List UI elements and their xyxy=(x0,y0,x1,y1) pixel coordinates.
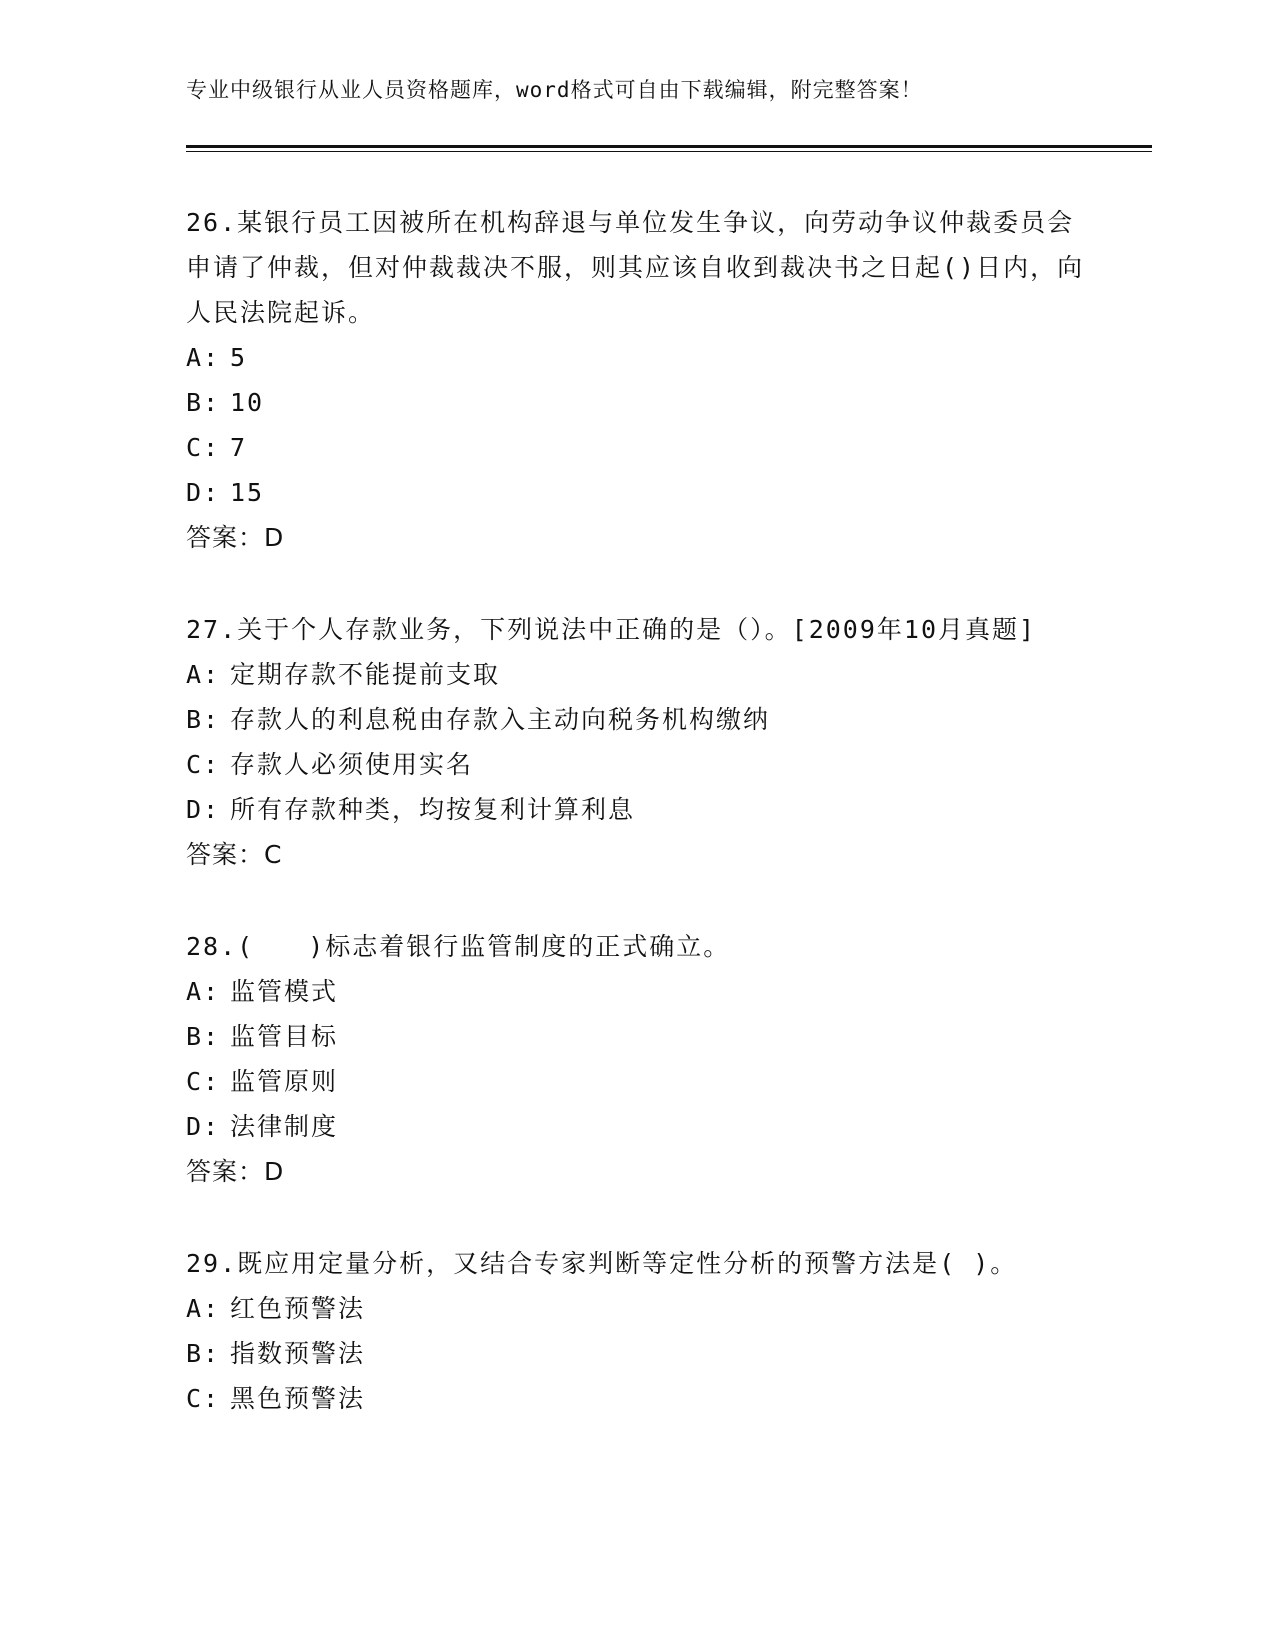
question-stem: 29.既应用定量分析，又结合专家判断等定性分析的预警方法是( )。 xyxy=(186,1249,1018,1278)
option-label: A: xyxy=(186,343,221,372)
option-label: A: xyxy=(186,660,221,689)
header-rule-thin xyxy=(186,151,1152,152)
option-text: 15 xyxy=(230,478,265,507)
option-text: 定期存款不能提前支取 xyxy=(230,660,501,689)
option-c xyxy=(186,742,1086,787)
option-a xyxy=(186,652,1086,697)
option-text: 7 xyxy=(230,433,248,462)
answer-line: 答案：C xyxy=(186,840,283,869)
option-label: B: xyxy=(186,388,221,417)
option-c xyxy=(186,425,1086,470)
option-label: C: xyxy=(186,433,221,462)
option-label: B: xyxy=(186,1339,221,1368)
page-header: 专业中级银行从业人员资格题库，word格式可自由下载编辑，附完整答案！ xyxy=(186,78,923,102)
option-label: D: xyxy=(186,478,221,507)
question-28 xyxy=(186,924,1086,1194)
option-label: C: xyxy=(186,1067,221,1096)
option-label: D: xyxy=(186,1112,221,1141)
question-stem: 28.( )标志着银行监管制度的正式确立。 xyxy=(186,932,731,961)
option-text: 存款人必须使用实名 xyxy=(230,750,474,779)
option-label: D: xyxy=(186,795,221,824)
option-c xyxy=(186,1059,1086,1104)
question-27 xyxy=(186,607,1086,877)
answer-line: 答案：D xyxy=(186,1157,285,1186)
option-text: 所有存款种类，均按复利计算利息 xyxy=(230,795,636,824)
question-29 xyxy=(186,1241,1086,1421)
option-text: 5 xyxy=(230,343,248,372)
option-label: A: xyxy=(186,1294,221,1323)
option-text: 10 xyxy=(230,388,265,417)
option-text: 存款人的利息税由存款入主动向税务机构缴纳 xyxy=(230,705,771,734)
option-b xyxy=(186,380,1086,425)
option-text: 监管模式 xyxy=(230,977,339,1006)
option-text: 监管目标 xyxy=(230,1022,339,1051)
option-text: 监管原则 xyxy=(230,1067,339,1096)
option-label: B: xyxy=(186,705,221,734)
question-stem: 26.某银行员工因被所在机构辞退与单位发生争议，向劳动争议仲裁委员会申请了仲裁，但对仲裁裁决不服，则其应该自收到裁决书之日起()日内，向人民法院起诉。 xyxy=(186,208,1085,327)
question-spacer xyxy=(186,560,1086,607)
option-text: 法律制度 xyxy=(230,1112,339,1141)
option-label: A: xyxy=(186,977,221,1006)
question-26 xyxy=(186,200,1086,560)
option-a xyxy=(186,1286,1086,1331)
option-b xyxy=(186,1014,1086,1059)
option-a xyxy=(186,335,1086,380)
option-d xyxy=(186,787,1086,832)
answer-line: 答案：D xyxy=(186,523,285,552)
option-d xyxy=(186,1104,1086,1149)
question-list xyxy=(186,200,1086,1421)
option-text: 指数预警法 xyxy=(230,1339,366,1368)
option-b xyxy=(186,697,1086,742)
header-rule-thick xyxy=(186,145,1152,148)
question-spacer xyxy=(186,877,1086,924)
option-text: 红色预警法 xyxy=(230,1294,366,1323)
option-b xyxy=(186,1331,1086,1376)
option-c xyxy=(186,1376,1086,1421)
option-label: B: xyxy=(186,1022,221,1051)
option-text: 黑色预警法 xyxy=(230,1384,366,1413)
option-label: C: xyxy=(186,1384,221,1413)
question-stem: 27.关于个人存款业务，下列说法中正确的是（）。[2009年10月真题] xyxy=(186,615,1037,644)
option-d xyxy=(186,470,1086,515)
option-a xyxy=(186,969,1086,1014)
question-spacer xyxy=(186,1194,1086,1241)
option-label: C: xyxy=(186,750,221,779)
